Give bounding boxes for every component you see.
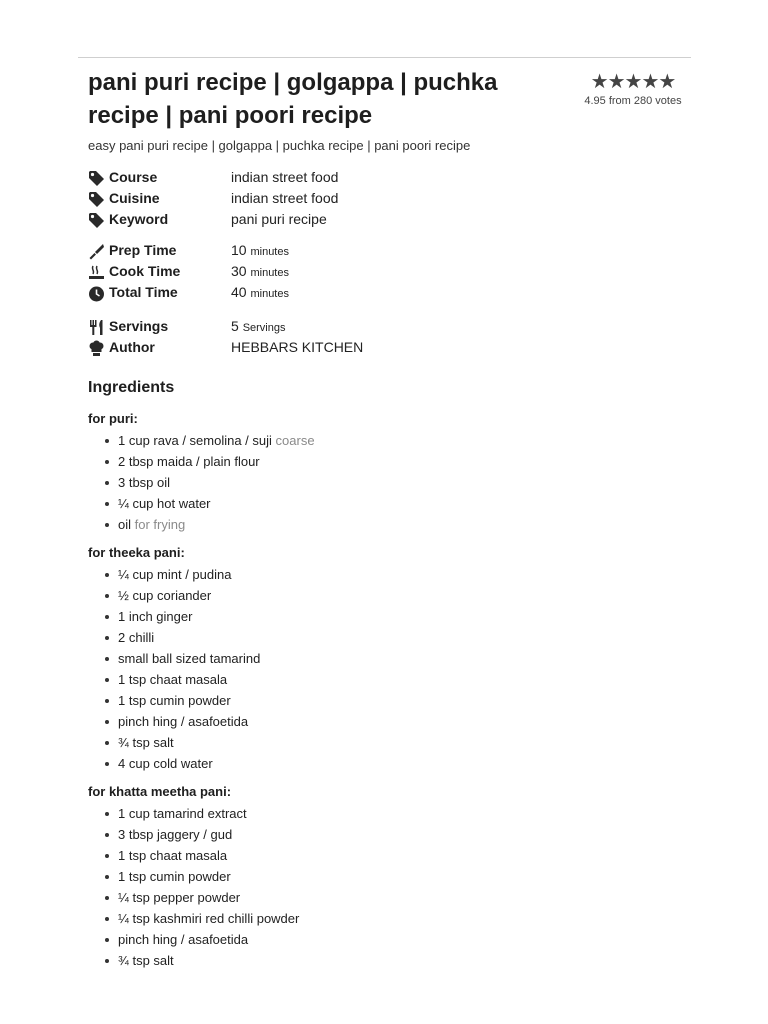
ingredient-item: 2 tbsp maida / plain flour — [88, 451, 688, 472]
ingredient-group-title: for khatta meetha pani: — [88, 784, 232, 799]
meta-total-time — [88, 284, 688, 307]
chef-hat-icon — [88, 340, 105, 357]
meta-keyword-label: Keyword — [109, 211, 169, 227]
meta-total-label: Total Time — [109, 284, 178, 300]
ingredient-item: 1 tsp chaat masala — [88, 845, 688, 866]
tag-icon — [88, 191, 105, 208]
ingredient-item: pinch hing / asafoetida — [88, 929, 688, 950]
ingredient-item: 1 cup rava / semolina / suji coarse — [88, 430, 688, 451]
meta-classification — [88, 169, 688, 232]
ingredient-item: oil for frying — [88, 514, 688, 535]
ingredient-group-khatta-meetha-pani — [88, 783, 688, 971]
recipe-title: pani puri recipe | golgappa | puchka recipe | pani poori recipe — [88, 69, 498, 129]
tag-icon — [88, 212, 105, 229]
ingredients-heading: Ingredients — [88, 379, 175, 396]
meta-author-value: HEBBARS KITCHEN — [231, 339, 364, 355]
meta-prep-time — [88, 242, 688, 263]
ingredient-group-title: for puri: — [88, 411, 138, 426]
ingredient-item: 1 cup tamarind extract — [88, 803, 688, 824]
ingredient-item: 4 cup cold water — [88, 753, 688, 774]
star-rating-icons[interactable]: ★★★★★ — [590, 71, 676, 93]
meta-cuisine-label: Cuisine — [109, 190, 160, 206]
meta-keyword — [88, 211, 688, 232]
ingredient-item: small ball sized tamarind — [88, 648, 688, 669]
meta-course-value: indian street food — [231, 169, 339, 185]
ingredient-item: ¼ cup hot water — [88, 493, 688, 514]
utensils-icon — [88, 319, 105, 336]
meta-cook-time — [88, 263, 688, 284]
top-divider — [78, 57, 691, 58]
ingredient-list — [88, 803, 688, 971]
ingredient-group-title: for theeka pani: — [88, 545, 185, 560]
ingredient-group-theeka-pani — [88, 544, 688, 774]
meta-course — [88, 169, 688, 190]
ingredient-group-puri — [88, 410, 688, 535]
meta-servings-label: Servings — [109, 318, 169, 334]
ingredient-item: 3 tbsp oil — [88, 472, 688, 493]
ingredient-list — [88, 564, 688, 774]
meta-cook-label: Cook Time — [109, 263, 181, 279]
meta-total-value: 40 minutes — [231, 284, 289, 300]
ingredient-item: 3 tbsp jaggery / gud — [88, 824, 688, 845]
ingredient-item: 2 chilli — [88, 627, 688, 648]
ingredient-list — [88, 430, 688, 535]
ingredient-item: 1 tsp cumin powder — [88, 866, 688, 887]
ingredient-item: ¼ tsp pepper powder — [88, 887, 688, 908]
rating-widget[interactable] — [583, 72, 683, 107]
meta-servings — [88, 318, 688, 339]
tag-icon — [88, 170, 105, 187]
ingredient-item: ½ cup coriander — [88, 585, 688, 606]
clock-icon — [88, 285, 105, 302]
meta-cook-value: 30 minutes — [231, 263, 289, 279]
rating-votes: 4.95 from 280 votes — [584, 95, 682, 107]
meta-cuisine-value: indian street food — [231, 190, 339, 206]
meta-times — [88, 242, 688, 307]
meta-keyword-value: pani puri recipe — [231, 211, 327, 227]
meta-prep-value: 10 minutes — [231, 242, 289, 258]
knife-icon — [88, 243, 105, 260]
ingredient-item: 1 tsp cumin powder — [88, 690, 688, 711]
meta-author-label: Author — [109, 339, 155, 355]
ingredient-item: ¾ tsp salt — [88, 950, 688, 971]
meta-cuisine — [88, 190, 688, 211]
ingredient-item: pinch hing / asafoetida — [88, 711, 688, 732]
ingredient-item: ¼ cup mint / pudina — [88, 564, 688, 585]
meta-author — [88, 339, 688, 360]
ingredient-item: ¼ tsp kashmiri red chilli powder — [88, 908, 688, 929]
ingredient-item: 1 tsp chaat masala — [88, 669, 688, 690]
pan-icon — [88, 264, 105, 281]
meta-course-label: Course — [109, 169, 158, 185]
ingredient-item: 1 inch ginger — [88, 606, 688, 627]
meta-servings-value: 5 Servings — [231, 318, 286, 334]
recipe-summary: easy pani puri recipe | golgappa | puchka recipe | pani poori recipe — [88, 138, 471, 153]
meta-prep-label: Prep Time — [109, 242, 177, 258]
meta-people — [88, 318, 688, 360]
ingredient-item: ¾ tsp salt — [88, 732, 688, 753]
